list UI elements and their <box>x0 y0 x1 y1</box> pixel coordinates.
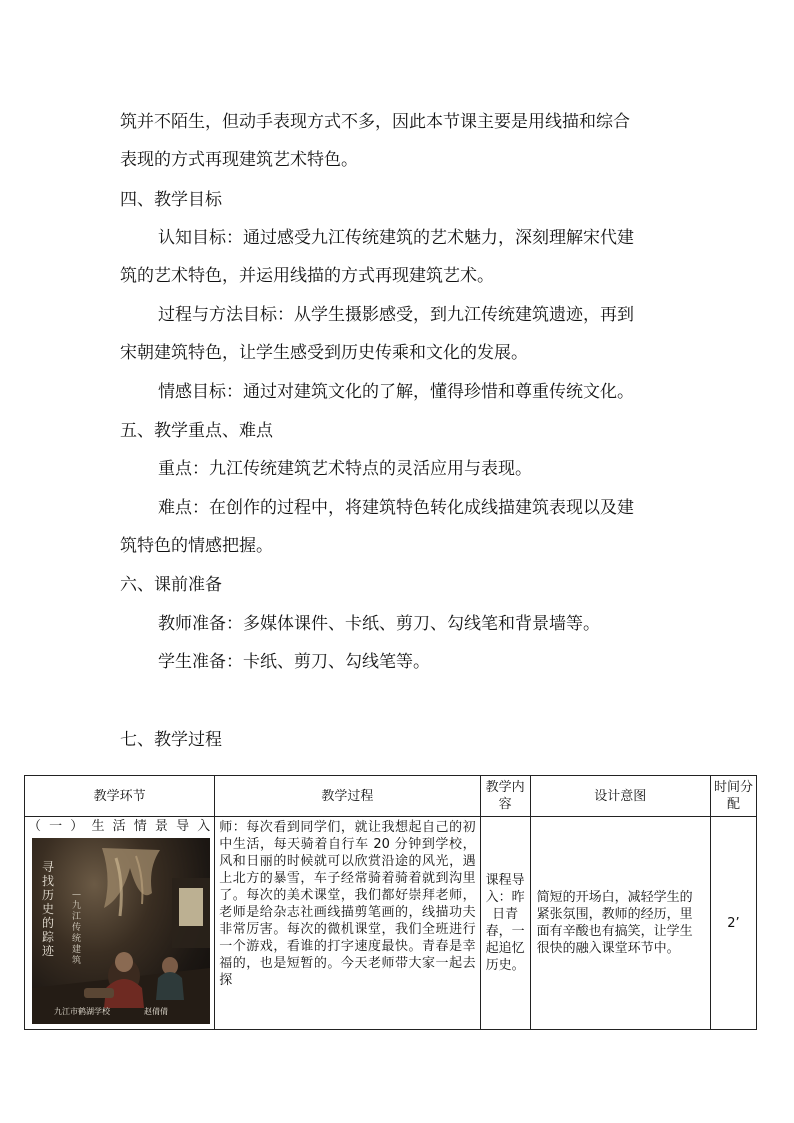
header-time: 时间分配 <box>710 776 756 817</box>
lesson-plan-table <box>24 775 757 1030</box>
paragraph-line: 学生准备：卡纸、剪刀、勾线笔等。 <box>158 652 430 672</box>
slide-school: 九江市鹤湖学校 <box>54 1007 110 1016</box>
paragraph-line: 六、课前准备 <box>120 575 222 595</box>
paragraph-line: 过程与方法目标：从学生摄影感受，到九江传统建筑遗迹，再到 <box>158 305 634 325</box>
stage-label: （一）生活情景导入 <box>28 819 212 834</box>
table-header-row <box>25 776 757 817</box>
slide-title: 寻找历史的踪迹 <box>42 860 55 958</box>
paragraph-line: 筑特色的情感把握。 <box>120 536 273 556</box>
paragraph-line: 重点：九江传统建筑艺术特点的灵活应用与表现。 <box>158 459 532 479</box>
paragraph-line: 情感目标：通过对建筑文化的了解，懂得珍惜和尊重传统文化。 <box>158 382 634 402</box>
paragraph-line: 教师准备：多媒体课件、卡纸、剪刀、勾线笔和背景墙等。 <box>158 614 600 634</box>
paragraph-line: 宋朝建筑特色，让学生感受到历史传乘和文化的发展。 <box>120 343 528 363</box>
content-cell: 课程导入：昨日青春，一起追忆历史。 <box>480 817 530 1030</box>
paragraph-line: 表现的方式再现建筑艺术特色。 <box>120 150 358 170</box>
process-cell <box>215 817 480 1030</box>
paragraph-line: 认知目标：通过感受九江传统建筑的艺术魅力，深刻理解宋代建 <box>158 228 634 248</box>
process-text: 师：每次看到同学们，就让我想起自己的初中生活，每天骑着自行车 20 分钟到学校，风和日丽的时候就可以欣赏沿途的风光，遇上北方的暴雪，车子经常骑着骑着就到沟里了。每次的美术课堂，我们都好崇拜老师，老师是给杂志社画线描剪笔画的，线描功夫非常厉害。每次的微机课堂，我们全班进行一个游戏，看谁的打字速度最快。青春是幸福的，也是短暂的。今天老师带大家一起去探 <box>219 820 476 988</box>
intro-slide-image <box>32 838 210 1024</box>
slide-author: 赵倩倩 <box>144 1007 168 1016</box>
header-intent: 设计意图 <box>530 776 710 817</box>
paragraph-line: 五、教学重点、难点 <box>120 421 273 441</box>
paragraph-line: 筑的艺术特色，并运用线描的方式再现建筑艺术。 <box>120 266 494 286</box>
header-content: 教学内容 <box>480 776 530 817</box>
header-stage: 教学环节 <box>25 776 215 817</box>
paragraph-line: 四、教学目标 <box>120 190 222 210</box>
paragraph-line: 难点：在创作的过程中，将建筑特色转化成线描建筑表现以及建 <box>158 498 634 518</box>
intent-cell: 简短的开场白，减轻学生的紧张氛围，教师的经历，里面有辛酸也有搞笑，让学生很快的融入课堂环节中。 <box>530 817 710 1030</box>
paragraph-line: 七、教学过程 <box>120 730 222 750</box>
table-row <box>25 817 757 1030</box>
slide-subtitle: —九江传统建筑 <box>72 890 82 966</box>
paragraph-line: 筑并不陌生，但动手表现方式不多，因此本节课主要是用线描和综合 <box>120 112 630 132</box>
time-cell: 2’ <box>710 817 756 1030</box>
stage-cell <box>25 817 215 1030</box>
header-process: 教学过程 <box>215 776 480 817</box>
